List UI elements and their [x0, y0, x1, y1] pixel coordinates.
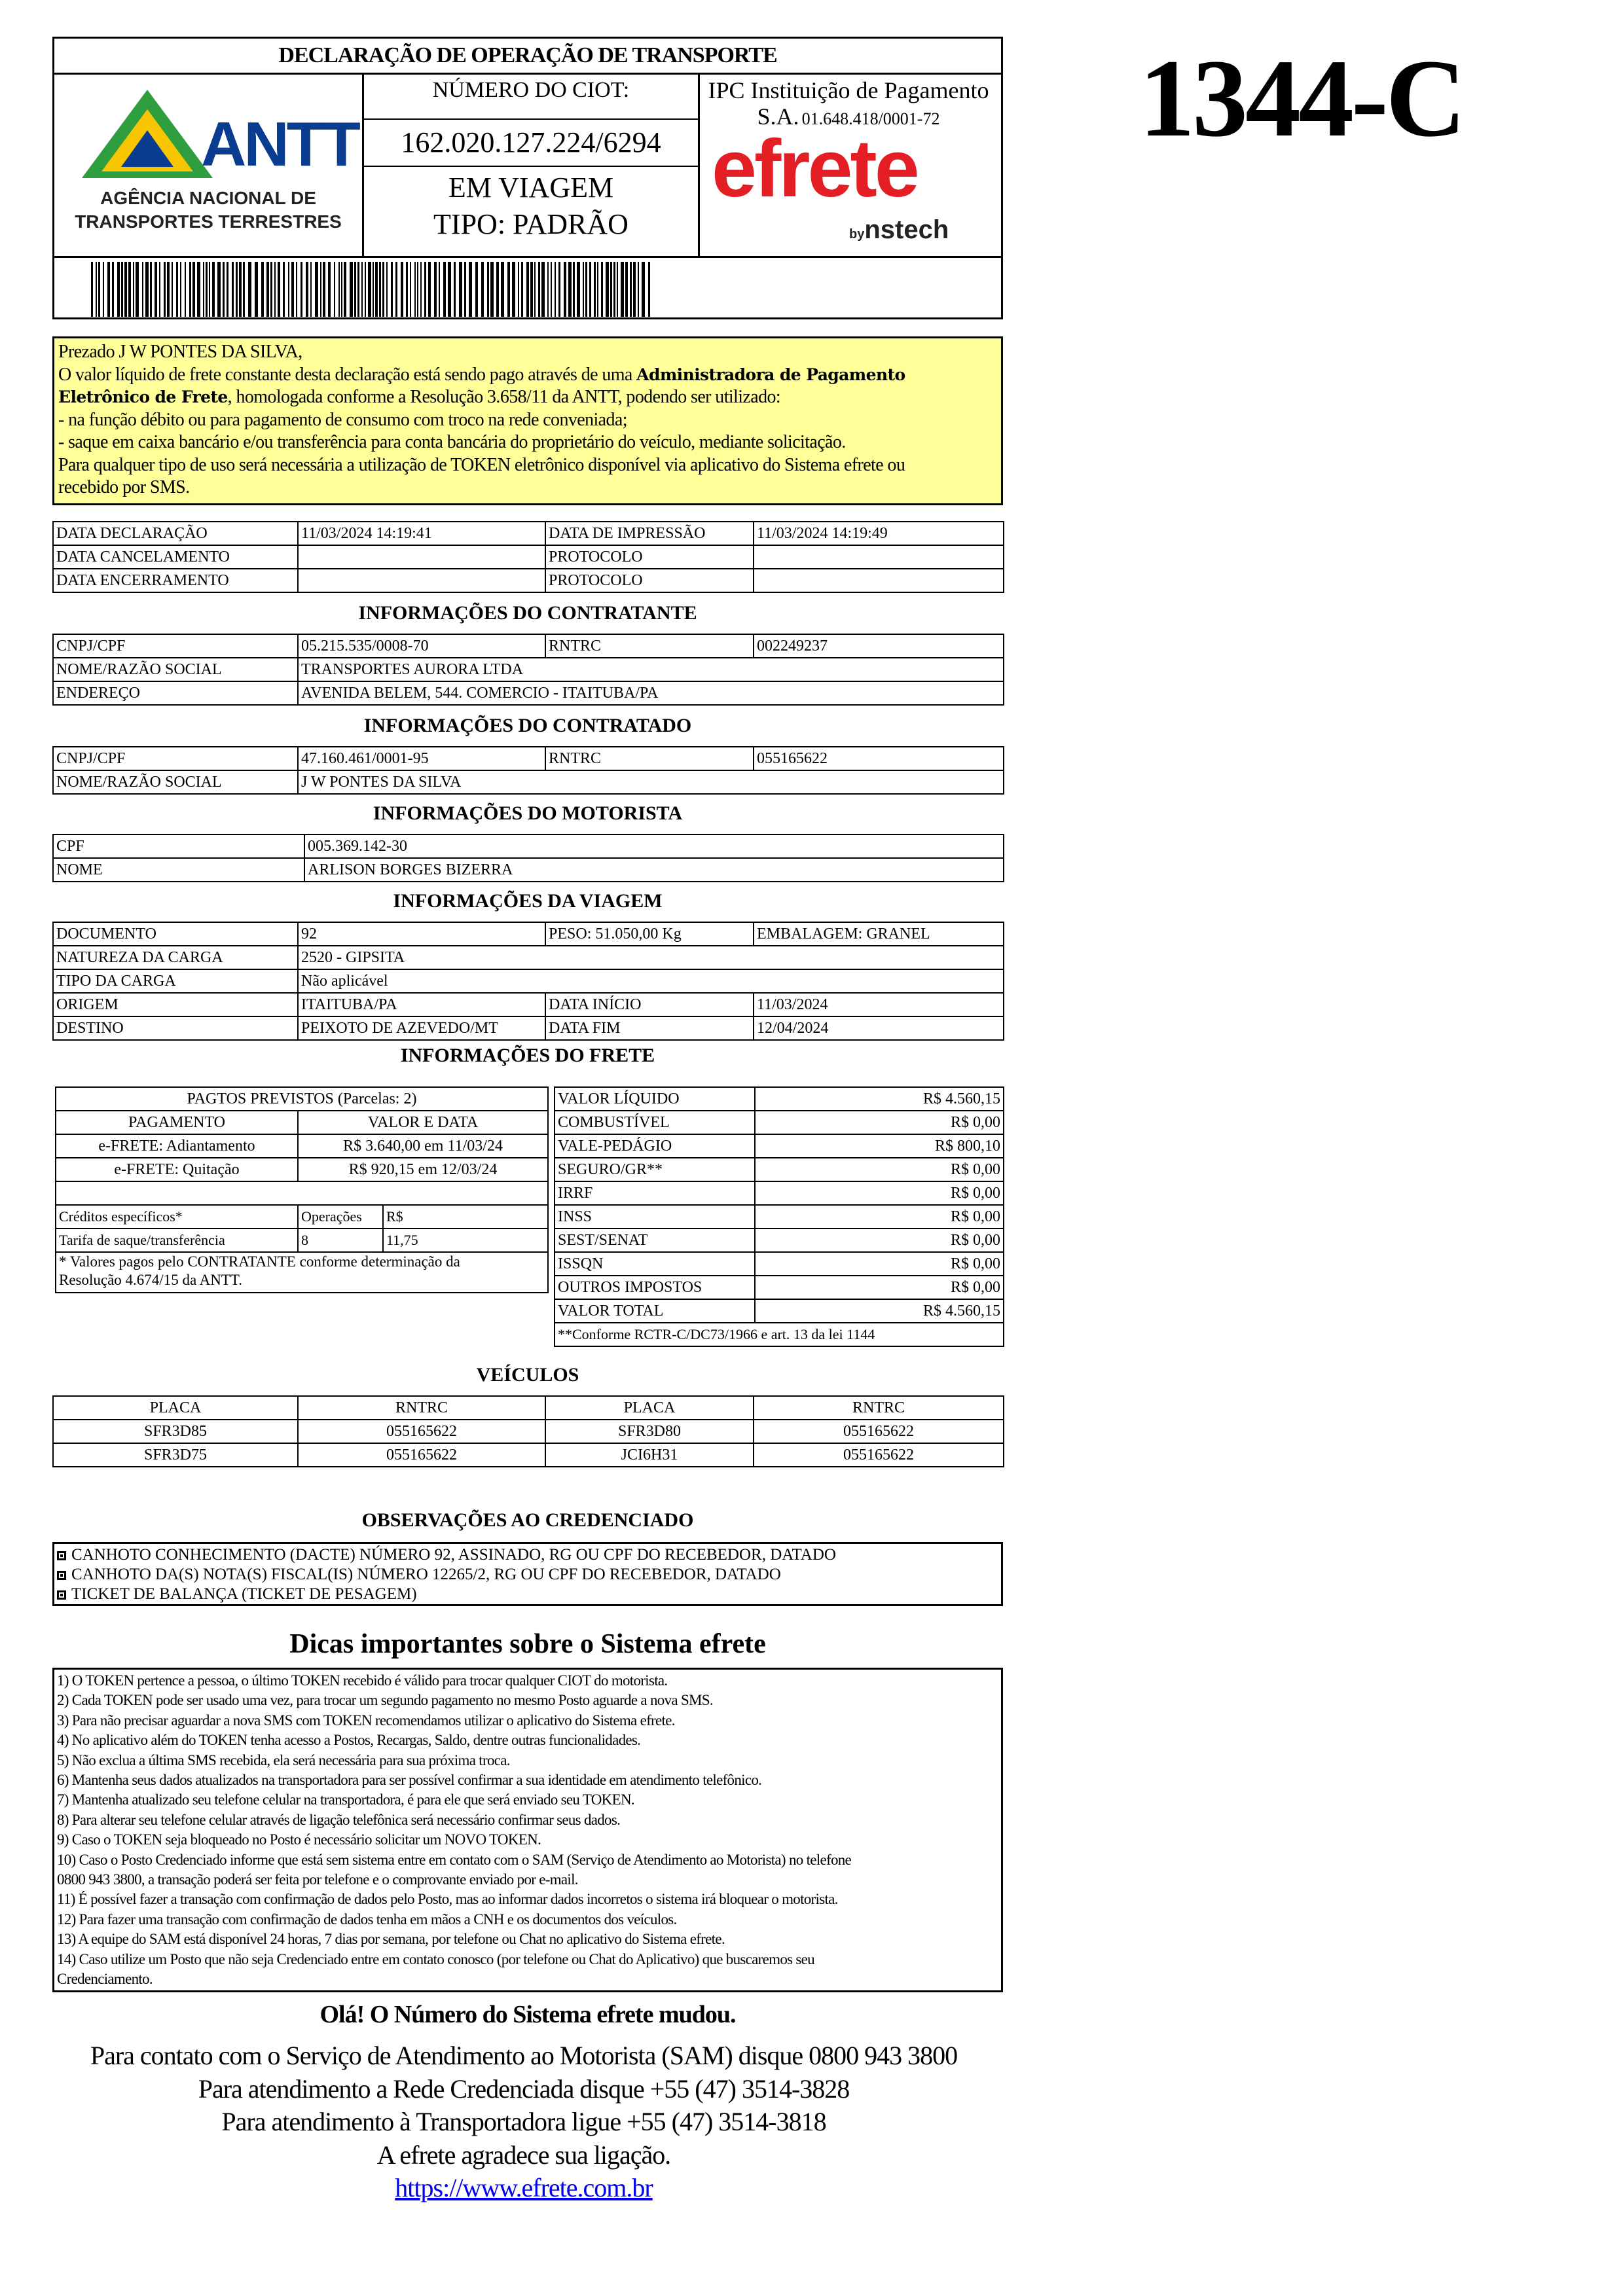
ciot-tipo: TIPO: PADRÃO — [433, 208, 629, 240]
dica-line: 1) O TOKEN pertence a pessoa, o último TOKEN recebido é válido para trocar qualquer CIOT do motorista. — [57, 1672, 668, 1689]
ciot-label: NÚMERO DO CIOT: — [432, 78, 630, 102]
dates-table — [52, 521, 1004, 593]
table-row: IRRF R$ 0,00 — [555, 1181, 1004, 1205]
veiculos-table — [52, 1395, 1004, 1467]
document-code: 1344-C — [1139, 37, 1464, 160]
pagtos-table — [55, 1086, 549, 1293]
barcode-icon — [91, 262, 654, 317]
table-row: DATA CANCELAMENTO PROTOCOLO — [53, 545, 1004, 569]
dica-line: 3) Para não precisar aguardar a nova SMS com TOKEN recomendamos utilizar o aplicativo do Sistema efrete. — [57, 1712, 675, 1729]
frete-nota-1: * Valores pagos pelo CONTRATANTE conforme determinação da — [59, 1253, 460, 1270]
efrete-by: by — [849, 227, 865, 242]
table-row: NOME/RAZÃO SOCIAL J W PONTES DA SILVA — [53, 770, 1004, 794]
dicas-title: Dicas importantes sobre o Sistema efrete — [289, 1629, 766, 1659]
table-row: COMBUSTÍVEL R$ 0,00 — [555, 1111, 1004, 1134]
header-block — [52, 37, 1003, 319]
ipc-cnpj: 01.648.418/0001-72 — [801, 109, 940, 128]
table-row: VALOR LÍQUIDO R$ 4.560,15 — [555, 1087, 1004, 1111]
viagem-table — [52, 922, 1004, 1041]
table-row: NOME/RAZÃO SOCIAL TRANSPORTES AURORA LTDA — [53, 658, 1004, 681]
table-row: DOCUMENTO 92 PESO: 51.050,00 Kg EMBALAGEM: GRANEL — [53, 922, 1004, 946]
footer-transportadora-line: Para atendimento à Transportadora ligue +55 (47) 3514-3818 — [221, 2107, 826, 2136]
table-row: ENDEREÇO AVENIDA BELEM, 544. COMERCIO - ITAITUBA/PA — [53, 681, 1004, 705]
dica-line: 4) No aplicativo além do TOKEN tenha acesso a Postos, Recargas, Saldo, dentre outras funcionalidades. — [57, 1732, 641, 1749]
notice-greeting: Prezado J W PONTES DA SILVA, — [58, 342, 302, 362]
table-row: DATA ENCERRAMENTO PROTOCOLO — [53, 569, 1004, 592]
ipc-name: IPC Instituição de Pagamento — [708, 77, 989, 103]
antt-logo-icon — [82, 90, 213, 181]
table-row: e-FRETE: Quitação R$ 920,15 em 12/03/24 — [56, 1158, 548, 1181]
list-item: CANHOTO DA(S) NOTA(S) FISCAL(IS) NÚMERO 12265/2, RG OU CPF DO RECEBEDOR, DATADO — [57, 1565, 998, 1585]
viagem-title: INFORMAÇÕES DA VIAGEM — [393, 890, 663, 912]
veiculos-title: VEÍCULOS — [476, 1364, 579, 1386]
table-row: DATA DECLARAÇÃO 11/03/2024 14:19:41 DATA DE IMPRESSÃO 11/03/2024 14:19:49 — [53, 522, 1004, 545]
efrete-byline — [849, 215, 949, 245]
contratado-table — [52, 746, 1004, 795]
frete-title: INFORMAÇÕES DO FRETE — [400, 1045, 655, 1066]
valores-table — [554, 1086, 1004, 1347]
notice-line-6: Para qualquer tipo de uso será necessária a utilização de TOKEN eletrônico disponível via aplicativo do Sistema efrete ou — [58, 454, 905, 475]
efrete-nstech: nstech — [864, 215, 949, 244]
motorista-table — [52, 834, 1004, 882]
notice-line-2: O valor líquido de frete constante desta declaração está sendo pago através de uma Administradora de Pagamento — [58, 364, 905, 385]
table-row: CNPJ/CPF 47.160.461/0001-95 RNTRC 055165622 — [53, 747, 1004, 770]
table-row — [56, 1181, 548, 1205]
table-row: PLACA RNTRC PLACA RNTRC — [53, 1396, 1004, 1420]
antt-subtitle-1: AGÊNCIA NACIONAL DE — [100, 188, 316, 208]
table-row — [56, 1252, 548, 1293]
table-row: e-FRETE: Adiantamento R$ 3.640,00 em 11/03/24 — [56, 1134, 548, 1158]
antt-logo-text: ANTT — [201, 109, 358, 179]
table-row: Tarifa de saque/transferência 8 11,75 — [56, 1229, 548, 1252]
notice-line-3: Eletrônico de Frete, homologada conforme a Resolução 3.658/11 da ANTT, podendo ser utilizado: — [58, 387, 781, 407]
dica-line: 8) Para alterar seu telefone celular através de ligação telefônica será necessário confirmar seus dados. — [57, 1811, 621, 1828]
bullet-icon — [57, 1551, 66, 1560]
dica-line: 10) Caso o Posto Credenciado informe que está sem sistema entre em contato com o SAM (Serviço de Atendimento ao Motorista) no telefone — [57, 1851, 852, 1868]
efrete-website-link[interactable]: https://www.efrete.com.br — [395, 2173, 653, 2202]
observacoes-box — [52, 1542, 1003, 1606]
contratante-title: INFORMAÇÕES DO CONTRATANTE — [358, 602, 697, 624]
bullet-icon — [57, 1571, 66, 1580]
footer-rede-line: Para atendimento a Rede Credenciada disque +55 (47) 3514-3828 — [198, 2073, 850, 2104]
payment-notice — [52, 336, 1003, 505]
table-row: VALE-PEDÁGIO R$ 800,10 — [555, 1134, 1004, 1158]
dica-line: 5) Não exclua a última SMS recebida, ela será necessária para sua próxima troca. — [57, 1751, 510, 1768]
header-title: DECLARAÇÃO DE OPERAÇÃO DE TRANSPORTE — [54, 39, 1001, 75]
dica-line: 13) A equipe do SAM está disponível 24 horas, 7 dias por semana, por telefone ou Chat no aplicativo do Sistema efrete. — [57, 1931, 725, 1948]
table-row: CNPJ/CPF 05.215.535/0008-70 RNTRC 002249237 — [53, 634, 1004, 658]
table-row: Créditos específicos* Operações R$ — [56, 1205, 548, 1229]
barcode-row — [54, 256, 1001, 319]
observacoes-title: OBSERVAÇÕES AO CREDENCIADO — [361, 1509, 694, 1531]
notice-line-7: recebido por SMS. — [58, 477, 190, 497]
ipc-panel — [696, 73, 1001, 256]
efrete-logo-text: efrete — [712, 124, 917, 214]
footer-contacts — [26, 2039, 1021, 2205]
antt-subtitle-2: TRANSPORTES TERRESTRES — [75, 211, 342, 232]
table-row: VALOR TOTAL R$ 4.560,15 — [555, 1299, 1004, 1323]
table-row: SEGURO/GR** R$ 0,00 — [555, 1158, 1004, 1181]
frete-nota-2: Resolução 4.674/15 da ANTT. — [59, 1272, 242, 1288]
ipc-sa: S.A. — [757, 103, 799, 130]
table-row: DESTINO PEIXOTO DE AZEVEDO/MT DATA FIM 12/04/2024 — [53, 1016, 1004, 1040]
table-row: TIPO DA CARGA Não aplicável — [53, 969, 1004, 993]
contratante-table — [52, 634, 1004, 706]
ciot-number: 162.020.127.224/6294 — [364, 118, 698, 167]
notice-line-4: - na função débito ou para pagamento de consumo com troco na rede conveniada; — [58, 409, 627, 430]
contratado-title: INFORMAÇÕES DO CONTRATADO — [363, 715, 692, 736]
dica-line: 14) Caso utilize um Posto que não seja Credenciado entre em contato conosco (por telefone ou Chat do Aplicativo) que buscaremos seu — [57, 1950, 814, 1967]
table-row: NOME ARLISON BORGES BIZERRA — [53, 858, 1004, 882]
motorista-title: INFORMAÇÕES DO MOTORISTA — [373, 802, 683, 824]
table-row: NATUREZA DA CARGA 2520 - GIPSITA — [53, 946, 1004, 969]
bullet-icon — [57, 1590, 66, 1600]
table-row: ISSQN R$ 0,00 — [555, 1252, 1004, 1276]
dica-line: 12) Para fazer uma transação com confirmação de dados tenha em mãos a CNH e os documentos dos veículos. — [57, 1910, 677, 1928]
antt-logo — [54, 73, 362, 256]
table-row: SFR3D75 055165622 JCI6H31 055165622 — [53, 1443, 1004, 1467]
dica-line: 6) Mantenha seus dados atualizados na transportadora para ser possível confirmar a sua identidade em atendimento telefônico. — [57, 1772, 762, 1789]
footer-thanks-line: A efrete agradece sua ligação. — [376, 2140, 671, 2170]
list-item: TICKET DE BALANÇA (TICKET DE PESAGEM) — [57, 1585, 998, 1604]
table-row: PAGTOS PREVISTOS (Parcelas: 2) — [56, 1087, 548, 1111]
table-row: ORIGEM ITAITUBA/PA DATA INÍCIO 11/03/2024 — [53, 993, 1004, 1016]
dica-line: 11) É possível fazer a transação com confirmação de dados pelo Posto, mas ao informar dados incorretos o sistema irá bloquear o motorista. — [57, 1891, 838, 1908]
ciot-status: EM VIAGEM — [448, 171, 614, 204]
dicas-box — [52, 1668, 1003, 1992]
dica-line: 9) Caso o TOKEN seja bloqueado no Posto é necessário solicitar um NOVO TOKEN. — [57, 1831, 541, 1848]
table-row: PAGAMENTO VALOR E DATA — [56, 1111, 548, 1134]
table-row: CPF 005.369.142-30 — [53, 834, 1004, 858]
dica-line: Credenciamento. — [57, 1971, 153, 1988]
table-row: SFR3D85 055165622 SFR3D80 055165622 — [53, 1420, 1004, 1443]
dica-line: 2) Cada TOKEN pode ser usado uma vez, para trocar um segundo pagamento no mesmo Posto aguarde a nova SMS. — [57, 1692, 713, 1709]
table-row: **Conforme RCTR-C/DC73/1966 e art. 13 da lei 1144 — [555, 1323, 1004, 1346]
list-item: CANHOTO CONHECIMENTO (DACTE) NÚMERO 92, ASSINADO, RG OU CPF DO RECEBEDOR, DATADO — [57, 1545, 998, 1565]
dica-line: 0800 943 3800, a transação poderá ser feita por telefone e o comprovante enviado por e-mail. — [57, 1871, 578, 1888]
table-row: OUTROS IMPOSTOS R$ 0,00 — [555, 1276, 1004, 1299]
footer-sam-line: Para contato com o Serviço de Atendimento ao Motorista (SAM) disque 0800 943 3800 — [90, 2041, 958, 2070]
dica-line: 7) Mantenha atualizado seu telefone celular na transportadora, é para ele que será enviado seu TOKEN. — [57, 1791, 634, 1808]
table-row: INSS R$ 0,00 — [555, 1205, 1004, 1229]
ciot-panel — [362, 73, 700, 256]
notice-line-5: - saque em caixa bancário e/ou transferência para conta bancária do proprietário do veículo, mediante solicitação. — [58, 432, 846, 452]
table-row: SEST/SENAT R$ 0,00 — [555, 1229, 1004, 1252]
footer-headline: Olá! O Número do Sistema efrete mudou. — [319, 2001, 736, 2028]
